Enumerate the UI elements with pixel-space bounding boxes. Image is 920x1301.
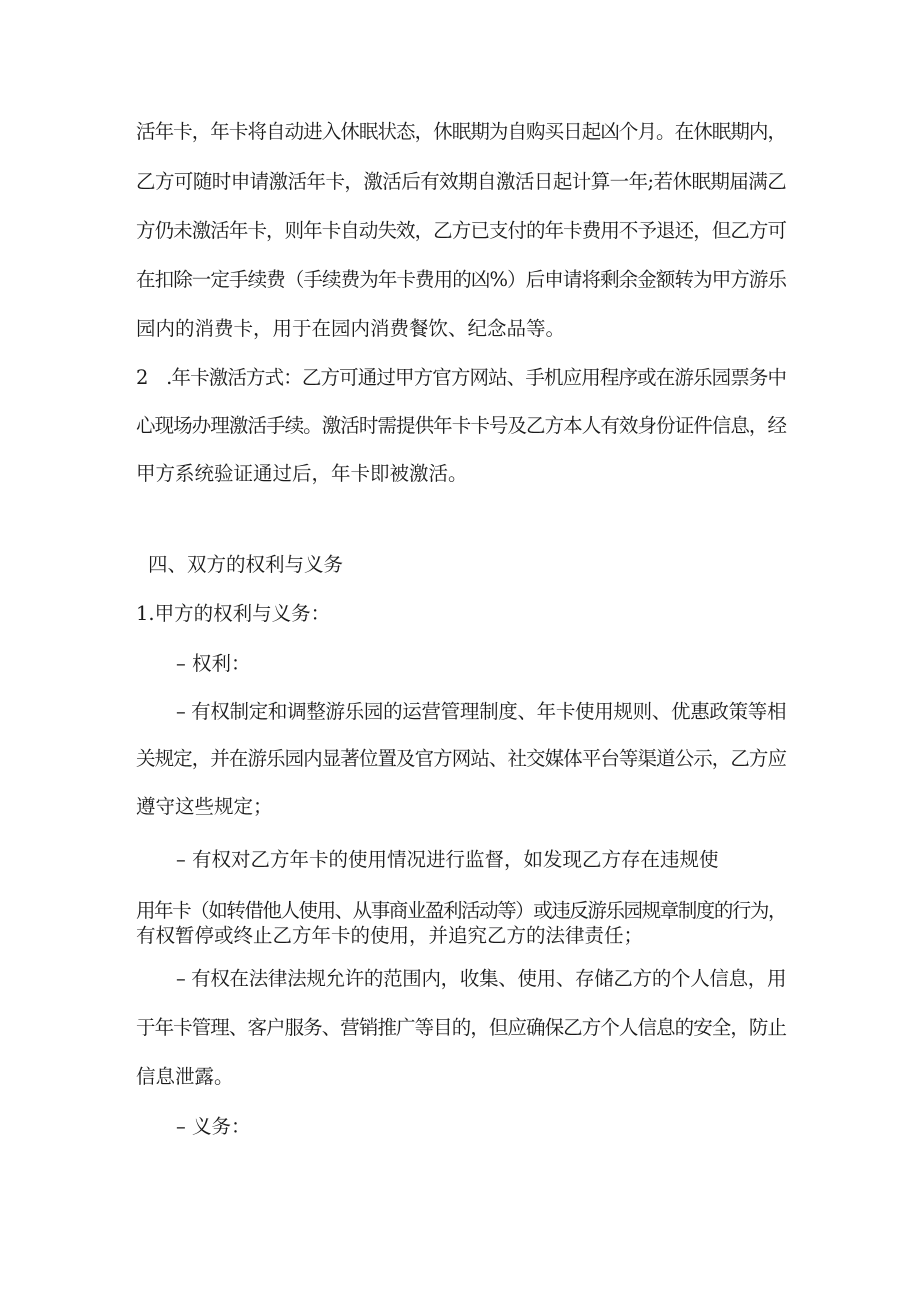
section-heading: 四、双方的权利与义务 xyxy=(148,553,344,576)
subsection-heading: 1.甲方的权利与义务： xyxy=(136,602,331,625)
right-2-line-2: 用年卡（如转借他人使用、从事商业盈利活动等）或违反游乐园规章制度的行为， xyxy=(136,899,786,922)
paragraph-1-line-3: 方仍未激活年卡，则年卡自动失效，乙方已支付的年卡费用不予退还，但乙方可 xyxy=(136,219,786,242)
rights-label: – 权利： xyxy=(176,652,251,675)
obligations-label: – 义务： xyxy=(176,1115,251,1138)
paragraph-1-line-2: 乙方可随时申请激活年卡，激活后有效期自激活日起计算一年;若休眠期届满乙 xyxy=(136,170,786,193)
right-2-line-3: 有权暂停或终止乙方年卡的使用，并追究乙方的法律责任； xyxy=(136,924,644,947)
right-3-line-3: 信息泄露。 xyxy=(136,1065,234,1088)
right-2-line-1: – 有权对乙方年卡的使用情况进行监督，如发现乙方存在违规使 xyxy=(176,848,719,871)
paragraph-1-line-1: 活年卡，年卡将自动进入休眠状态，休眠期为自购买日起凶个月。在休眠期内， xyxy=(136,120,786,143)
paragraph-2-line-3: 甲方系统验证通过后，年卡即被激活。 xyxy=(136,462,468,485)
right-1-line-1: – 有权制定和调整游乐园的运营管理制度、年卡使用规则、优惠政策等相 xyxy=(176,700,786,723)
paragraph-2-line-2: 心现场办理激活手续。激活时需提供年卡卡号及乙方本人有效身份证件信息，经 xyxy=(136,414,786,437)
paragraph-1-line-4: 在扣除一定手续费（手续费为年卡费用的凶%）后申请将剩余金额转为甲方游乐 xyxy=(136,268,786,291)
right-1-line-3: 遵守这些规定； xyxy=(136,795,273,818)
right-3-line-2: 于年卡管理、客户服务、营销推广等目的，但应确保乙方个人信息的安全，防止 xyxy=(136,1016,786,1039)
right-3-line-1: – 有权在法律法规允许的范围内，收集、使用、存储乙方的个人信息，用 xyxy=(176,967,786,990)
paragraph-1-line-5: 园内的消费卡，用于在园内消费餐饮、纪念品等。 xyxy=(136,317,566,340)
right-1-line-2: 关规定，并在游乐园内显著位置及官方网站、社交媒体平台等渠道公示，乙方应 xyxy=(136,747,786,770)
paragraph-2-line-1: 2 .年卡激活方式：乙方可通过甲方官方网站、手机应用程序或在游乐园票务中 xyxy=(136,366,786,389)
